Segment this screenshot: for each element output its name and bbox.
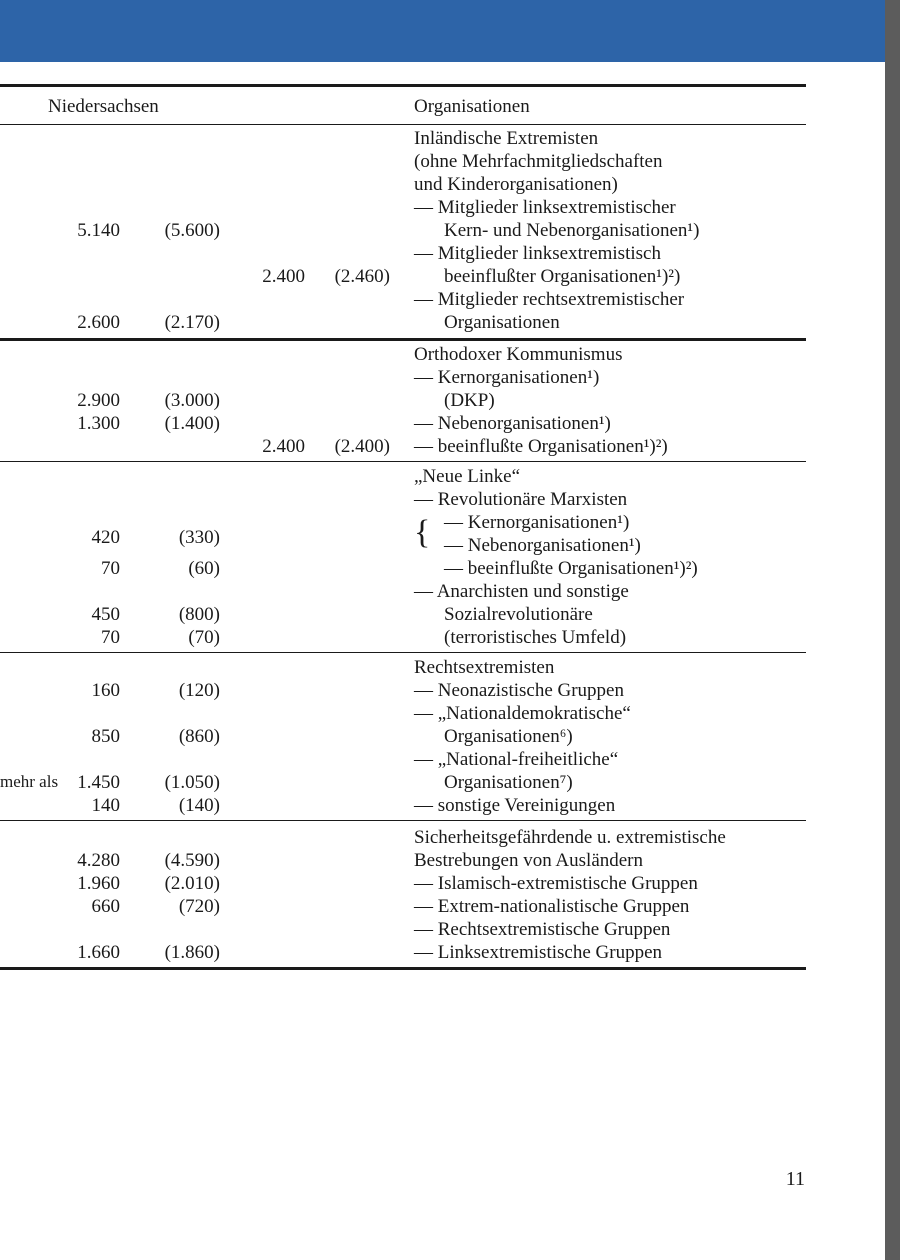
value-previous: (120)	[178, 680, 220, 701]
org-line: Organisationen	[444, 312, 560, 333]
value-previous: (1.400)	[164, 413, 220, 434]
value-previous: (70)	[188, 627, 220, 648]
org-line: Kern- und Nebenorganisationen¹)	[444, 220, 700, 241]
org-line: — Mitglieder rechtsextremistischer	[414, 289, 685, 310]
org-line: — Mitglieder linksextremistisch	[414, 243, 661, 264]
org-line: Orthodoxer Kommunismus	[414, 344, 623, 365]
value-current: 140	[91, 795, 120, 816]
value-previous: (1.860)	[164, 942, 220, 963]
value-current: 1.450	[77, 772, 120, 793]
org-line: — Extrem-nationalistische Gruppen	[414, 896, 690, 917]
section-rule	[0, 820, 806, 821]
org-line: — Anarchisten und sonstige	[414, 581, 629, 602]
value-current: 70	[101, 558, 120, 579]
org-line: — Nebenorganisationen¹)	[444, 535, 641, 556]
value-previous: (720)	[178, 896, 220, 917]
value-current: 660	[91, 896, 120, 917]
header-banner	[0, 0, 885, 62]
org-line: — Nebenorganisationen¹)	[414, 413, 611, 434]
value-previous: (1.050)	[164, 772, 220, 793]
org-line: Organisationen⁷)	[444, 772, 573, 793]
value-previous: (4.590)	[164, 850, 220, 871]
org-line: Inländische Extremisten	[414, 128, 599, 149]
value-previous: (3.000)	[164, 390, 220, 411]
value-current: 450	[91, 604, 120, 625]
page-number: 11	[785, 1168, 805, 1190]
value-influenced: 2.400	[262, 266, 305, 287]
org-line: — Rechtsextremistische Gruppen	[414, 919, 671, 940]
value-previous: (2.010)	[164, 873, 220, 894]
value-current: 4.280	[77, 850, 120, 871]
header-rule	[0, 124, 806, 125]
brace-symbol: {	[414, 514, 431, 551]
column-header-organisations: Organisationen	[414, 96, 530, 117]
org-line: — sonstige Vereinigungen	[414, 795, 616, 816]
value-influenced-previous: (2.460)	[334, 266, 390, 287]
value-current: 2.600	[77, 312, 120, 333]
value-current: 1.960	[77, 873, 120, 894]
section-rule	[0, 338, 806, 341]
org-line: (ohne Mehrfachmitgliedschaften	[414, 151, 663, 172]
org-line: — Mitglieder linksextremistischer	[414, 197, 676, 218]
value-previous: (800)	[178, 604, 220, 625]
org-line: Sicherheitsgefährdende u. extremistische	[414, 827, 726, 848]
org-line: — „Nationaldemokratische“	[414, 703, 631, 724]
value-current: 1.300	[77, 413, 120, 434]
org-line: — Linksextremistische Gruppen	[414, 942, 663, 963]
section-rule	[0, 652, 806, 653]
org-line: — Neonazistische Gruppen	[414, 680, 624, 701]
org-line: — beeinflußte Organisationen¹)²)	[414, 436, 668, 457]
org-line: — Islamisch-extremistische Gruppen	[414, 873, 698, 894]
org-line: — „National-freiheitliche“	[414, 749, 619, 770]
org-line: Bestrebungen von Ausländern	[414, 850, 644, 871]
value-previous: (60)	[188, 558, 220, 579]
org-line: Rechtsextremisten	[414, 657, 555, 678]
value-current: 420	[91, 527, 120, 548]
value-influenced-previous: (2.400)	[334, 436, 390, 457]
org-line: und Kinderorganisationen)	[414, 174, 618, 195]
value-previous: (2.170)	[164, 312, 220, 333]
org-line: — Kernorganisationen¹)	[414, 367, 600, 388]
section-rule	[0, 461, 806, 462]
value-previous: (5.600)	[164, 220, 220, 241]
value-previous: (140)	[178, 795, 220, 816]
org-line: Organisationen⁶)	[444, 726, 573, 747]
value-current: 160	[91, 680, 120, 701]
org-line: — beeinflußte Organisationen¹)²)	[444, 558, 698, 579]
table-top-rule	[0, 84, 806, 87]
value-current: 70	[101, 627, 120, 648]
value-previous: (330)	[178, 527, 220, 548]
org-line: (DKP)	[444, 390, 495, 411]
value-current: 850	[91, 726, 120, 747]
value-current: 1.660	[77, 942, 120, 963]
org-line: „Neue Linke“	[414, 466, 521, 487]
page-edge-shadow	[885, 0, 900, 1260]
value-prefix: mehr als	[0, 772, 58, 791]
value-current: 2.900	[77, 390, 120, 411]
org-line: — Revolutionäre Marxisten	[414, 489, 628, 510]
value-current: 5.140	[77, 220, 120, 241]
value-previous: (860)	[178, 726, 220, 747]
value-influenced: 2.400	[262, 436, 305, 457]
table-bottom-rule	[0, 967, 806, 970]
org-line: beeinflußter Organisationen¹)²)	[444, 266, 681, 287]
org-line: Sozialrevolutionäre	[444, 604, 593, 625]
org-line: — Kernorganisationen¹)	[444, 512, 630, 533]
column-header-region: Niedersachsen	[48, 96, 159, 117]
org-line: (terroristisches Umfeld)	[444, 627, 627, 648]
